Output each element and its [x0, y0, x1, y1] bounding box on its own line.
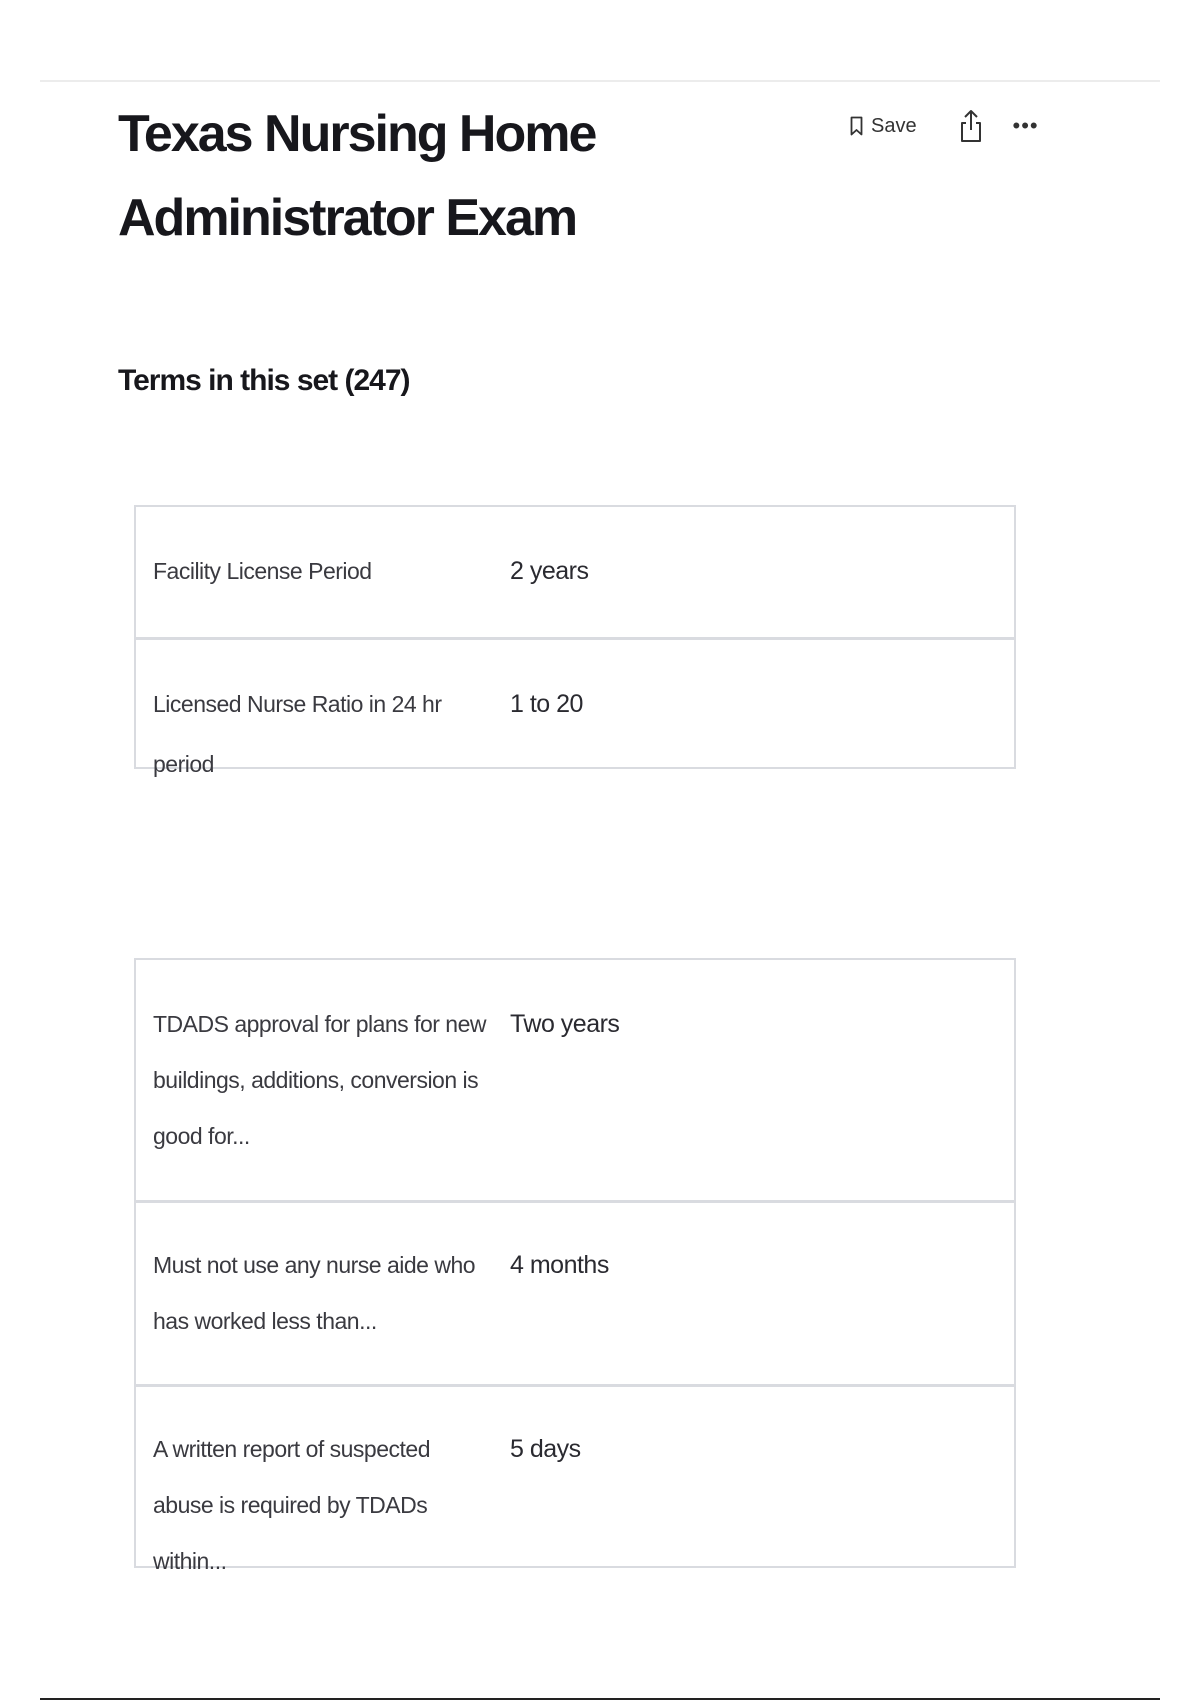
term-row[interactable]: [136, 960, 1014, 1200]
term-row[interactable]: [136, 1200, 1014, 1384]
more-options-button[interactable]: [1011, 111, 1041, 141]
term-row[interactable]: [136, 637, 1014, 777]
definition-text: Two years: [510, 1010, 620, 1038]
term-text: Facility License Period: [153, 558, 372, 584]
term-row[interactable]: [136, 1384, 1014, 1574]
header-divider: [40, 80, 1160, 82]
term-text: TDADS approval for plans for new buildings, additions, conversion is good for...: [153, 1011, 486, 1149]
term-card: [134, 505, 1016, 777]
term-row[interactable]: [136, 507, 1014, 637]
definition-text: 5 days: [510, 1435, 581, 1463]
definition-text: 2 years: [510, 557, 589, 585]
set-actions: [850, 104, 1041, 148]
terms-heading: Terms in this set (247): [118, 364, 410, 397]
bookmark-icon: [850, 116, 863, 136]
term-text: Licensed Nurse Ratio in 24 hr period: [153, 691, 442, 777]
save-label: Save: [871, 114, 917, 137]
term-text: A written report of suspected abuse is required by TDADs within...: [153, 1436, 430, 1574]
more-icon: •••: [1012, 113, 1039, 138]
set-title: Texas Nursing Home Administrator Exam: [118, 105, 596, 247]
definition-text: 4 months: [510, 1251, 609, 1279]
save-button[interactable]: [850, 115, 917, 138]
share-icon: [959, 108, 983, 144]
share-button[interactable]: [957, 106, 985, 146]
term-text: Must not use any nurse aide who has worked less than...: [153, 1252, 476, 1334]
definition-text: 1 to 20: [510, 690, 583, 718]
term-card: [134, 958, 1016, 1574]
